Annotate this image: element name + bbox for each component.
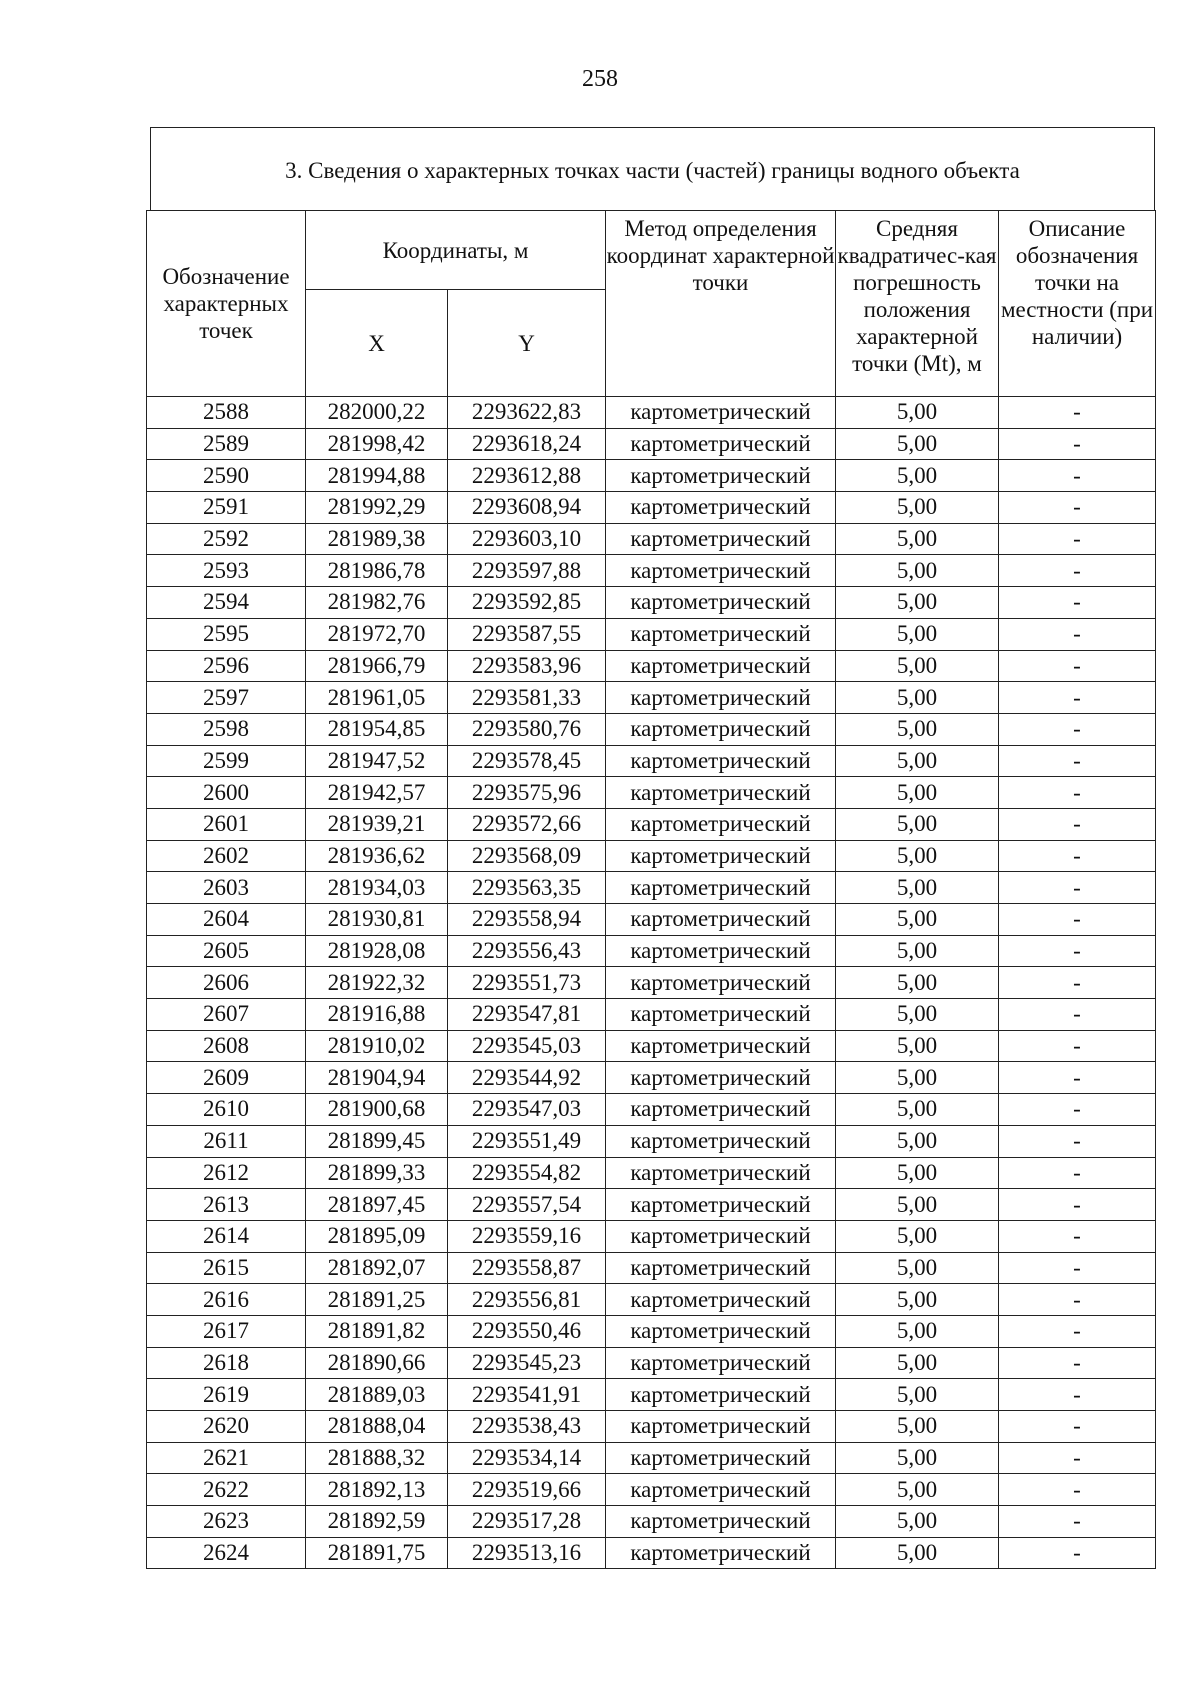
method-cell: картометрический xyxy=(606,713,836,745)
point-id-cell: 2599 xyxy=(147,745,306,777)
x-coordinate-cell: 281891,82 xyxy=(306,1315,448,1347)
y-coordinate-cell: 2293534,14 xyxy=(448,1442,606,1474)
point-id-cell: 2607 xyxy=(147,999,306,1031)
error-cell: 5,00 xyxy=(836,587,999,619)
error-cell: 5,00 xyxy=(836,1474,999,1506)
description-cell: - xyxy=(999,808,1156,840)
description-cell: - xyxy=(999,1252,1156,1284)
error-cell: 5,00 xyxy=(836,1189,999,1221)
error-cell: 5,00 xyxy=(836,682,999,714)
method-cell: картометрический xyxy=(606,428,836,460)
y-coordinate-cell: 2293550,46 xyxy=(448,1315,606,1347)
table-row xyxy=(147,1379,1156,1411)
point-id-cell: 2602 xyxy=(147,840,306,872)
error-cell: 5,00 xyxy=(836,935,999,967)
x-coordinate-cell: 281961,05 xyxy=(306,682,448,714)
error-cell: 5,00 xyxy=(836,808,999,840)
error-cell: 5,00 xyxy=(836,1506,999,1538)
table-row xyxy=(147,555,1156,587)
x-coordinate-cell: 281892,13 xyxy=(306,1474,448,1506)
y-coordinate-cell: 2293580,76 xyxy=(448,713,606,745)
x-coordinate-cell: 281928,08 xyxy=(306,935,448,967)
points-table xyxy=(146,210,1156,1569)
y-coordinate-cell: 2293544,92 xyxy=(448,1062,606,1094)
table-row xyxy=(147,1284,1156,1316)
point-id-cell: 2605 xyxy=(147,935,306,967)
method-cell: картометрический xyxy=(606,1189,836,1221)
error-cell: 5,00 xyxy=(836,460,999,492)
description-cell: - xyxy=(999,745,1156,777)
table-row xyxy=(147,397,1156,429)
point-id-cell: 2592 xyxy=(147,523,306,555)
description-cell: - xyxy=(999,397,1156,429)
method-cell: картометрический xyxy=(606,967,836,999)
y-coordinate-cell: 2293557,54 xyxy=(448,1189,606,1221)
y-coordinate-cell: 2293556,43 xyxy=(448,935,606,967)
error-cell: 5,00 xyxy=(836,872,999,904)
x-coordinate-cell: 281998,42 xyxy=(306,428,448,460)
table-row xyxy=(147,523,1156,555)
y-coordinate-cell: 2293587,55 xyxy=(448,618,606,650)
method-cell: картометрический xyxy=(606,1506,836,1538)
table-row xyxy=(147,460,1156,492)
error-cell: 5,00 xyxy=(836,555,999,587)
method-cell: картометрический xyxy=(606,1030,836,1062)
error-cell: 5,00 xyxy=(836,713,999,745)
table-row xyxy=(147,587,1156,619)
method-cell: картометрический xyxy=(606,682,836,714)
point-id-cell: 2615 xyxy=(147,1252,306,1284)
y-coordinate-cell: 2293612,88 xyxy=(448,460,606,492)
description-cell: - xyxy=(999,1537,1156,1569)
x-coordinate-cell: 281966,79 xyxy=(306,650,448,682)
section-header-box xyxy=(150,127,1155,211)
point-id-cell: 2600 xyxy=(147,777,306,809)
table-row xyxy=(147,682,1156,714)
x-coordinate-cell: 281888,32 xyxy=(306,1442,448,1474)
description-cell: - xyxy=(999,555,1156,587)
x-coordinate-cell: 281892,07 xyxy=(306,1252,448,1284)
method-cell: картометрический xyxy=(606,1315,836,1347)
table-row xyxy=(147,1442,1156,1474)
x-coordinate-cell: 281904,94 xyxy=(306,1062,448,1094)
x-coordinate-cell: 281890,66 xyxy=(306,1347,448,1379)
page-number: 258 xyxy=(582,66,618,92)
description-cell: - xyxy=(999,1157,1156,1189)
error-cell: 5,00 xyxy=(836,1252,999,1284)
x-coordinate-cell: 281989,38 xyxy=(306,523,448,555)
error-cell: 5,00 xyxy=(836,492,999,524)
y-coordinate-cell: 2293541,91 xyxy=(448,1379,606,1411)
x-coordinate-cell: 281936,62 xyxy=(306,840,448,872)
error-cell: 5,00 xyxy=(836,1411,999,1443)
description-cell: - xyxy=(999,1125,1156,1157)
error-cell: 5,00 xyxy=(836,967,999,999)
table-row xyxy=(147,1220,1156,1252)
y-coordinate-cell: 2293597,88 xyxy=(448,555,606,587)
method-cell: картометрический xyxy=(606,808,836,840)
point-id-cell: 2596 xyxy=(147,650,306,682)
description-cell: - xyxy=(999,1506,1156,1538)
table-row xyxy=(147,840,1156,872)
point-id-cell: 2597 xyxy=(147,682,306,714)
point-id-cell: 2614 xyxy=(147,1220,306,1252)
description-cell: - xyxy=(999,1189,1156,1221)
table-row xyxy=(147,492,1156,524)
y-coordinate-cell: 2293558,87 xyxy=(448,1252,606,1284)
table-row xyxy=(147,808,1156,840)
header-x: X xyxy=(306,290,448,397)
description-cell: - xyxy=(999,682,1156,714)
table-header xyxy=(147,211,1156,397)
description-cell: - xyxy=(999,1379,1156,1411)
table-body xyxy=(147,397,1156,1569)
error-cell: 5,00 xyxy=(836,650,999,682)
error-cell: 5,00 xyxy=(836,1379,999,1411)
y-coordinate-cell: 2293551,73 xyxy=(448,967,606,999)
description-cell: - xyxy=(999,1474,1156,1506)
point-id-cell: 2613 xyxy=(147,1189,306,1221)
table-row xyxy=(147,1252,1156,1284)
header-y: Y xyxy=(448,290,606,397)
error-cell: 5,00 xyxy=(836,1442,999,1474)
y-coordinate-cell: 2293547,81 xyxy=(448,999,606,1031)
table-row xyxy=(147,1347,1156,1379)
x-coordinate-cell: 281916,88 xyxy=(306,999,448,1031)
y-coordinate-cell: 2293572,66 xyxy=(448,808,606,840)
description-cell: - xyxy=(999,428,1156,460)
table-row xyxy=(147,1474,1156,1506)
point-id-cell: 2589 xyxy=(147,428,306,460)
y-coordinate-cell: 2293547,03 xyxy=(448,1094,606,1126)
y-coordinate-cell: 2293558,94 xyxy=(448,904,606,936)
description-cell: - xyxy=(999,999,1156,1031)
description-cell: - xyxy=(999,1442,1156,1474)
description-cell: - xyxy=(999,935,1156,967)
point-id-cell: 2603 xyxy=(147,872,306,904)
method-cell: картометрический xyxy=(606,1094,836,1126)
table-row xyxy=(147,650,1156,682)
error-cell: 5,00 xyxy=(836,1030,999,1062)
error-cell: 5,00 xyxy=(836,1094,999,1126)
x-coordinate-cell: 281910,02 xyxy=(306,1030,448,1062)
y-coordinate-cell: 2293545,03 xyxy=(448,1030,606,1062)
table-row xyxy=(147,618,1156,650)
x-coordinate-cell: 281930,81 xyxy=(306,904,448,936)
point-id-cell: 2618 xyxy=(147,1347,306,1379)
x-coordinate-cell: 281895,09 xyxy=(306,1220,448,1252)
method-cell: картометрический xyxy=(606,1157,836,1189)
point-id-cell: 2588 xyxy=(147,397,306,429)
error-cell: 5,00 xyxy=(836,745,999,777)
y-coordinate-cell: 2293551,49 xyxy=(448,1125,606,1157)
description-cell: - xyxy=(999,967,1156,999)
point-id-cell: 2621 xyxy=(147,1442,306,1474)
header-method: Метод определения координат характерной точки xyxy=(606,211,836,397)
method-cell: картометрический xyxy=(606,1379,836,1411)
point-id-cell: 2594 xyxy=(147,587,306,619)
header-coordinates: Координаты, м xyxy=(306,211,606,290)
description-cell: - xyxy=(999,1315,1156,1347)
y-coordinate-cell: 2293592,85 xyxy=(448,587,606,619)
y-coordinate-cell: 2293618,24 xyxy=(448,428,606,460)
method-cell: картометрический xyxy=(606,1252,836,1284)
y-coordinate-cell: 2293556,81 xyxy=(448,1284,606,1316)
table-row xyxy=(147,1411,1156,1443)
y-coordinate-cell: 2293559,16 xyxy=(448,1220,606,1252)
description-cell: - xyxy=(999,777,1156,809)
x-coordinate-cell: 281897,45 xyxy=(306,1189,448,1221)
description-cell: - xyxy=(999,1284,1156,1316)
y-coordinate-cell: 2293563,35 xyxy=(448,872,606,904)
point-id-cell: 2622 xyxy=(147,1474,306,1506)
description-cell: - xyxy=(999,618,1156,650)
description-cell: - xyxy=(999,840,1156,872)
y-coordinate-cell: 2293519,66 xyxy=(448,1474,606,1506)
description-cell: - xyxy=(999,713,1156,745)
table-row xyxy=(147,999,1156,1031)
table-row xyxy=(147,713,1156,745)
method-cell: картометрический xyxy=(606,1347,836,1379)
method-cell: картометрический xyxy=(606,397,836,429)
description-cell: - xyxy=(999,523,1156,555)
y-coordinate-cell: 2293603,10 xyxy=(448,523,606,555)
x-coordinate-cell: 282000,22 xyxy=(306,397,448,429)
point-id-cell: 2610 xyxy=(147,1094,306,1126)
description-cell: - xyxy=(999,1411,1156,1443)
y-coordinate-cell: 2293517,28 xyxy=(448,1506,606,1538)
description-cell: - xyxy=(999,1220,1156,1252)
method-cell: картометрический xyxy=(606,1284,836,1316)
error-cell: 5,00 xyxy=(836,1220,999,1252)
error-cell: 5,00 xyxy=(836,1347,999,1379)
method-cell: картометрический xyxy=(606,523,836,555)
error-cell: 5,00 xyxy=(836,999,999,1031)
point-id-cell: 2591 xyxy=(147,492,306,524)
header-error: Средняя квадратичес-кая погрешность положения характерной точки (Mt), м xyxy=(836,211,999,397)
point-id-cell: 2606 xyxy=(147,967,306,999)
method-cell: картометрический xyxy=(606,935,836,967)
error-cell: 5,00 xyxy=(836,904,999,936)
method-cell: картометрический xyxy=(606,1474,836,1506)
method-cell: картометрический xyxy=(606,492,836,524)
method-cell: картометрический xyxy=(606,1062,836,1094)
description-cell: - xyxy=(999,587,1156,619)
section-title: 3. Сведения о характерных точках части (частей) границы водного объекта xyxy=(285,158,1020,183)
table-row xyxy=(147,1125,1156,1157)
point-id-cell: 2623 xyxy=(147,1506,306,1538)
x-coordinate-cell: 281889,03 xyxy=(306,1379,448,1411)
x-coordinate-cell: 281900,68 xyxy=(306,1094,448,1126)
point-id-cell: 2601 xyxy=(147,808,306,840)
point-id-cell: 2611 xyxy=(147,1125,306,1157)
description-cell: - xyxy=(999,1062,1156,1094)
header-designation: Обозначение характерных точек xyxy=(147,211,306,397)
x-coordinate-cell: 281942,57 xyxy=(306,777,448,809)
error-cell: 5,00 xyxy=(836,1537,999,1569)
point-id-cell: 2595 xyxy=(147,618,306,650)
y-coordinate-cell: 2293538,43 xyxy=(448,1411,606,1443)
y-coordinate-cell: 2293554,82 xyxy=(448,1157,606,1189)
method-cell: картометрический xyxy=(606,1125,836,1157)
y-coordinate-cell: 2293513,16 xyxy=(448,1537,606,1569)
table-row xyxy=(147,1506,1156,1538)
x-coordinate-cell: 281992,29 xyxy=(306,492,448,524)
point-id-cell: 2608 xyxy=(147,1030,306,1062)
table-row xyxy=(147,777,1156,809)
point-id-cell: 2612 xyxy=(147,1157,306,1189)
method-cell: картометрический xyxy=(606,460,836,492)
description-cell: - xyxy=(999,904,1156,936)
y-coordinate-cell: 2293622,83 xyxy=(448,397,606,429)
table-row xyxy=(147,745,1156,777)
description-cell: - xyxy=(999,460,1156,492)
x-coordinate-cell: 281899,33 xyxy=(306,1157,448,1189)
table-row xyxy=(147,1062,1156,1094)
x-coordinate-cell: 281888,04 xyxy=(306,1411,448,1443)
table-row xyxy=(147,1157,1156,1189)
y-coordinate-cell: 2293583,96 xyxy=(448,650,606,682)
table-row xyxy=(147,428,1156,460)
y-coordinate-cell: 2293545,23 xyxy=(448,1347,606,1379)
method-cell: картометрический xyxy=(606,1411,836,1443)
method-cell: картометрический xyxy=(606,999,836,1031)
method-cell: картометрический xyxy=(606,587,836,619)
y-coordinate-cell: 2293608,94 xyxy=(448,492,606,524)
x-coordinate-cell: 281972,70 xyxy=(306,618,448,650)
x-coordinate-cell: 281934,03 xyxy=(306,872,448,904)
error-cell: 5,00 xyxy=(836,1062,999,1094)
error-cell: 5,00 xyxy=(836,1315,999,1347)
x-coordinate-cell: 281954,85 xyxy=(306,713,448,745)
description-cell: - xyxy=(999,872,1156,904)
error-cell: 5,00 xyxy=(836,840,999,872)
error-cell: 5,00 xyxy=(836,777,999,809)
point-id-cell: 2604 xyxy=(147,904,306,936)
description-cell: - xyxy=(999,1094,1156,1126)
description-cell: - xyxy=(999,650,1156,682)
description-cell: - xyxy=(999,1347,1156,1379)
x-coordinate-cell: 281947,52 xyxy=(306,745,448,777)
error-cell: 5,00 xyxy=(836,523,999,555)
x-coordinate-cell: 281891,25 xyxy=(306,1284,448,1316)
y-coordinate-cell: 2293575,96 xyxy=(448,777,606,809)
method-cell: картометрический xyxy=(606,555,836,587)
x-coordinate-cell: 281939,21 xyxy=(306,808,448,840)
point-id-cell: 2609 xyxy=(147,1062,306,1094)
error-cell: 5,00 xyxy=(836,1125,999,1157)
method-cell: картометрический xyxy=(606,872,836,904)
error-cell: 5,00 xyxy=(836,1284,999,1316)
point-id-cell: 2590 xyxy=(147,460,306,492)
method-cell: картометрический xyxy=(606,1220,836,1252)
description-cell: - xyxy=(999,492,1156,524)
error-cell: 5,00 xyxy=(836,618,999,650)
x-coordinate-cell: 281892,59 xyxy=(306,1506,448,1538)
table-row xyxy=(147,1189,1156,1221)
error-cell: 5,00 xyxy=(836,1157,999,1189)
x-coordinate-cell: 281922,32 xyxy=(306,967,448,999)
point-id-cell: 2617 xyxy=(147,1315,306,1347)
method-cell: картометрический xyxy=(606,904,836,936)
table-row xyxy=(147,967,1156,999)
table-row xyxy=(147,872,1156,904)
header-description: Описание обозначения точки на местности (при наличии) xyxy=(999,211,1156,397)
y-coordinate-cell: 2293581,33 xyxy=(448,682,606,714)
table-row xyxy=(147,1094,1156,1126)
method-cell: картометрический xyxy=(606,840,836,872)
y-coordinate-cell: 2293578,45 xyxy=(448,745,606,777)
method-cell: картометрический xyxy=(606,1442,836,1474)
x-coordinate-cell: 281986,78 xyxy=(306,555,448,587)
method-cell: картометрический xyxy=(606,745,836,777)
x-coordinate-cell: 281899,45 xyxy=(306,1125,448,1157)
y-coordinate-cell: 2293568,09 xyxy=(448,840,606,872)
table-row xyxy=(147,935,1156,967)
table-row xyxy=(147,1537,1156,1569)
table-row xyxy=(147,1315,1156,1347)
method-cell: картометрический xyxy=(606,777,836,809)
x-coordinate-cell: 281982,76 xyxy=(306,587,448,619)
point-id-cell: 2616 xyxy=(147,1284,306,1316)
method-cell: картометрический xyxy=(606,618,836,650)
point-id-cell: 2624 xyxy=(147,1537,306,1569)
table-row xyxy=(147,1030,1156,1062)
x-coordinate-cell: 281994,88 xyxy=(306,460,448,492)
point-id-cell: 2619 xyxy=(147,1379,306,1411)
point-id-cell: 2620 xyxy=(147,1411,306,1443)
point-id-cell: 2598 xyxy=(147,713,306,745)
description-cell: - xyxy=(999,1030,1156,1062)
method-cell: картометрический xyxy=(606,650,836,682)
x-coordinate-cell: 281891,75 xyxy=(306,1537,448,1569)
point-id-cell: 2593 xyxy=(147,555,306,587)
method-cell: картометрический xyxy=(606,1537,836,1569)
error-cell: 5,00 xyxy=(836,428,999,460)
table-row xyxy=(147,904,1156,936)
error-cell: 5,00 xyxy=(836,397,999,429)
